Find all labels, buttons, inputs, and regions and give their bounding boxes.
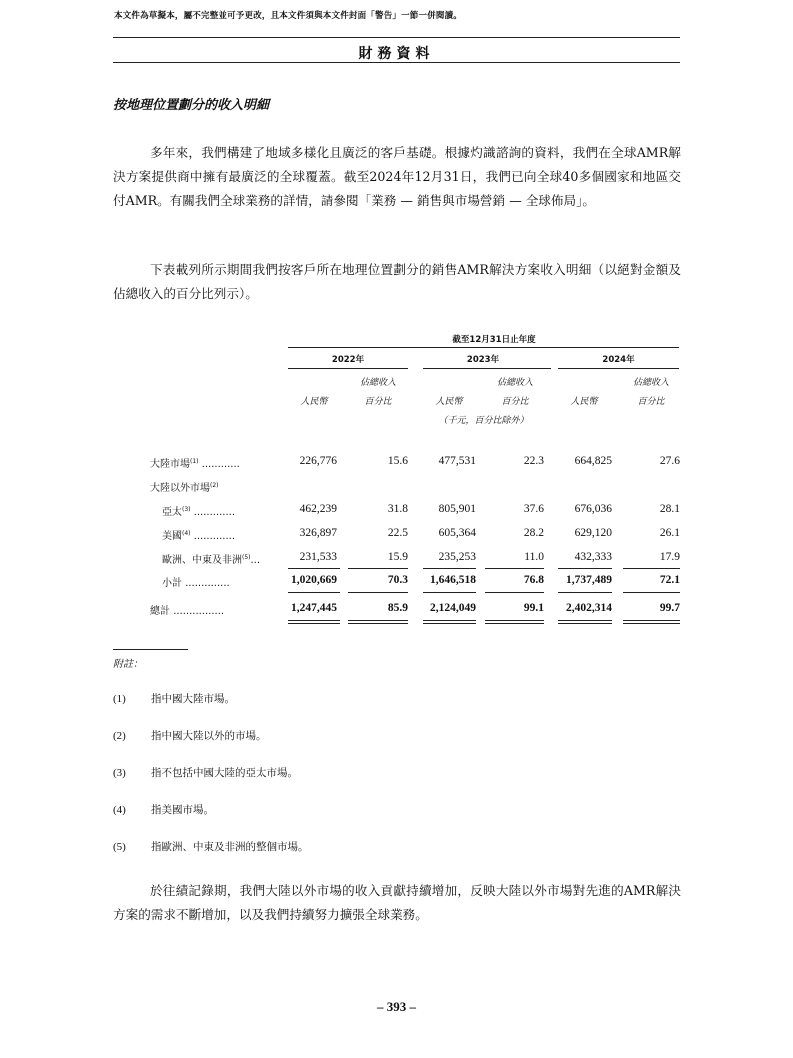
notes-rule: [113, 649, 188, 650]
table-cell: 22.5: [387, 527, 408, 539]
total-rule: [558, 592, 612, 593]
table-intro-paragraph-text: 下表載列所示期間我們按客戶所在地理位置劃分的銷售AMR解決方案收入明細（以絕對金額及佔總收入的百分比列示）。: [113, 262, 681, 302]
intro-paragraph: [113, 141, 681, 214]
col-rmb-2024: 人民幣: [570, 397, 598, 407]
table-cell: 1,020,669: [291, 574, 337, 586]
footnote-ref: (5): [242, 554, 251, 561]
table-cell: 326,897: [299, 527, 337, 539]
double-rule: [348, 620, 408, 621]
footnote-number: (4): [113, 804, 126, 816]
double-rule: [558, 620, 612, 621]
table-cell: 27.6: [659, 455, 680, 467]
double-rule: [558, 623, 612, 624]
double-rule: [623, 620, 680, 621]
table-cell: 2,124,049: [430, 602, 476, 614]
year-header-2024: 2024年: [602, 355, 635, 365]
footnote-ref: (4): [182, 530, 191, 537]
footnote-text: 指歐洲、中東及非洲的整個市場。: [151, 841, 309, 853]
footnote-1: [113, 691, 235, 706]
col-pct-2023: [485, 374, 545, 412]
total-rule: [288, 592, 340, 593]
double-rule: [623, 623, 680, 624]
footnote-number: (1): [113, 693, 126, 705]
table-cell: 28.1: [659, 503, 680, 515]
footnote-text: 指不包括中國大陸的亞太市場。: [151, 767, 298, 779]
table-cell: 1,646,518: [430, 574, 476, 586]
year-header-2022: 2022年: [331, 355, 365, 365]
year-rule-2022: [288, 368, 408, 369]
table-cell: 231,533: [299, 551, 337, 563]
col-pct-line2: 百分比: [637, 397, 665, 407]
footnote-ref: (2): [210, 482, 219, 489]
table-cell: 85.9: [387, 602, 408, 614]
double-rule: [485, 623, 544, 624]
footnote-text: 指中國大陸市場。: [151, 693, 235, 705]
table-cell: 605,364: [438, 527, 476, 539]
table-intro-paragraph: [113, 258, 681, 306]
col-pct-2024: [623, 374, 679, 412]
subtotal-rule: [623, 568, 680, 569]
table-cell: 462,239: [299, 503, 337, 515]
col-pct-line2: 百分比: [501, 397, 529, 407]
row-label-outside-mainland: [150, 479, 219, 494]
section-heading: 按地理位置劃分的收入明細: [113, 98, 270, 113]
row-label-text: 美國: [162, 531, 182, 542]
col-pct-line2: 百分比: [364, 397, 392, 407]
table-cell: 477,531: [438, 455, 476, 467]
conclusion-paragraph: [113, 879, 681, 927]
row-label-text: 大陸以外市場: [150, 483, 210, 494]
table-cell: 2,402,314: [566, 602, 612, 614]
total-rule: [348, 592, 408, 593]
leader-dots: ................: [173, 606, 225, 617]
unit-note: （千元，百分比除外）: [438, 416, 529, 426]
header-rule-bottom: [113, 62, 680, 63]
table-cell: 432,333: [574, 551, 612, 563]
table-cell: 99.1: [523, 602, 544, 614]
double-rule: [348, 623, 408, 624]
double-rule: [423, 620, 476, 621]
footnote-ref: (3): [182, 506, 191, 513]
table-cell: 15.9: [387, 551, 408, 563]
table-cell: 629,120: [574, 527, 612, 539]
table-cell: 99.7: [659, 602, 680, 614]
row-label-text: 小計: [162, 578, 182, 589]
footnote-3: [113, 765, 298, 780]
footnote-5: [113, 839, 309, 854]
row-label-apac: [162, 503, 235, 518]
header-rule-top: [113, 37, 680, 38]
double-rule: [485, 620, 544, 621]
double-rule: [288, 620, 340, 621]
year-header-2023: 2023年: [466, 355, 500, 365]
table-cell: 805,901: [438, 503, 476, 515]
footnote-text: 指美國市場。: [151, 804, 214, 816]
table-cell: 22.3: [523, 455, 544, 467]
double-rule: [423, 623, 476, 624]
subtotal-rule: [485, 568, 544, 569]
total-rule: [485, 592, 544, 593]
subtotal-rule: [288, 568, 340, 569]
page-number: – 393 –: [377, 999, 416, 1014]
table-cell: 26.1: [659, 527, 680, 539]
table-cell: 17.9: [659, 551, 680, 563]
footnote-4: [113, 802, 214, 817]
table-cell: 72.1: [659, 574, 680, 586]
row-label-subtotal: [162, 574, 230, 589]
table-cell: 11.0: [524, 551, 544, 563]
leader-dots: .............: [193, 531, 236, 542]
footnote-number: (2): [113, 730, 126, 742]
row-label-emea: [162, 551, 260, 566]
subtotal-rule: [348, 568, 408, 569]
row-label-mainland: [150, 455, 240, 470]
table-cell: 664,825: [574, 455, 612, 467]
row-label-text: 大陸市場: [150, 459, 190, 470]
row-label-text: 亞太: [162, 507, 182, 518]
page-header-title: 財務資料: [358, 46, 435, 62]
row-label-text: 總計: [150, 606, 170, 617]
total-rule: [423, 592, 476, 593]
year-rule-2023: [423, 368, 551, 369]
leader-dots: ...: [250, 555, 261, 566]
col-rmb-2022: 人民幣: [300, 397, 328, 407]
intro-paragraph-text: 多年來，我們構建了地域多樣化且廣泛的客戶基礎。根據灼識諮詢的資料，我們在全球AMR解決方案提供商中擁有最廣泛的全球覆蓋。截至2024年12月31日，我們已向全球40多個國家和地區交付AMR。有關我們全球業務的詳情，請參閱「業務 — 銷售與市場營銷 — 全球佈局」。: [113, 145, 681, 209]
double-rule: [288, 623, 340, 624]
row-label-usa: [162, 527, 235, 542]
col-pct-line1: 佔總收入: [496, 378, 533, 388]
leader-dots: ............: [201, 459, 240, 470]
footnote-number: (5): [113, 841, 126, 853]
table-cell: 235,253: [438, 551, 476, 563]
table-cell: 15.6: [387, 455, 408, 467]
col-pct-line1: 佔總收入: [359, 378, 396, 388]
footnote-text: 指中國大陸以外的市場。: [151, 730, 267, 742]
leader-dots: .............: [193, 507, 236, 518]
table-cell: 1,247,445: [291, 602, 337, 614]
col-pct-2022: [348, 374, 408, 412]
table-cell: 31.8: [387, 503, 408, 515]
row-label-total: [150, 602, 224, 617]
conclusion-paragraph-text: 於往績記錄期，我們大陸以外市場的收入貢獻持續增加，反映大陸以外市場對先進的AMR解決方案的需求不斷增加，以及我們持續努力擴張全球業務。: [113, 883, 681, 923]
footnote-number: (3): [113, 767, 126, 779]
table-cell: 76.8: [523, 574, 544, 586]
col-rmb-2023: 人民幣: [435, 397, 463, 407]
subtotal-rule: [558, 568, 612, 569]
table-cell: 70.3: [387, 574, 408, 586]
revenue-by-geography-table: [148, 330, 681, 630]
footnote-ref: (1): [190, 458, 199, 465]
total-rule: [623, 592, 680, 593]
period-header: 截至12月31日止年度: [452, 335, 536, 345]
year-rule-2024: [558, 368, 679, 369]
footnote-2: [113, 728, 267, 743]
row-label-text: 歐洲、中東及非洲: [162, 555, 242, 566]
draft-warning-banner: 本文件為草擬本，屬不完整並可予更改，且本文件須與本文件封面「警告」一節一併閱讀。: [114, 11, 463, 21]
notes-title: 附註：: [113, 659, 143, 670]
table-cell: 37.6: [523, 503, 544, 515]
leader-dots: ..............: [185, 578, 230, 589]
table-cell: 1,737,489: [566, 574, 612, 586]
table-cell: 676,036: [574, 503, 612, 515]
period-header-rule: [288, 347, 679, 348]
subtotal-rule: [423, 568, 476, 569]
col-pct-line1: 佔總收入: [632, 378, 669, 388]
table-cell: 28.2: [523, 527, 544, 539]
table-cell: 226,776: [299, 455, 337, 467]
